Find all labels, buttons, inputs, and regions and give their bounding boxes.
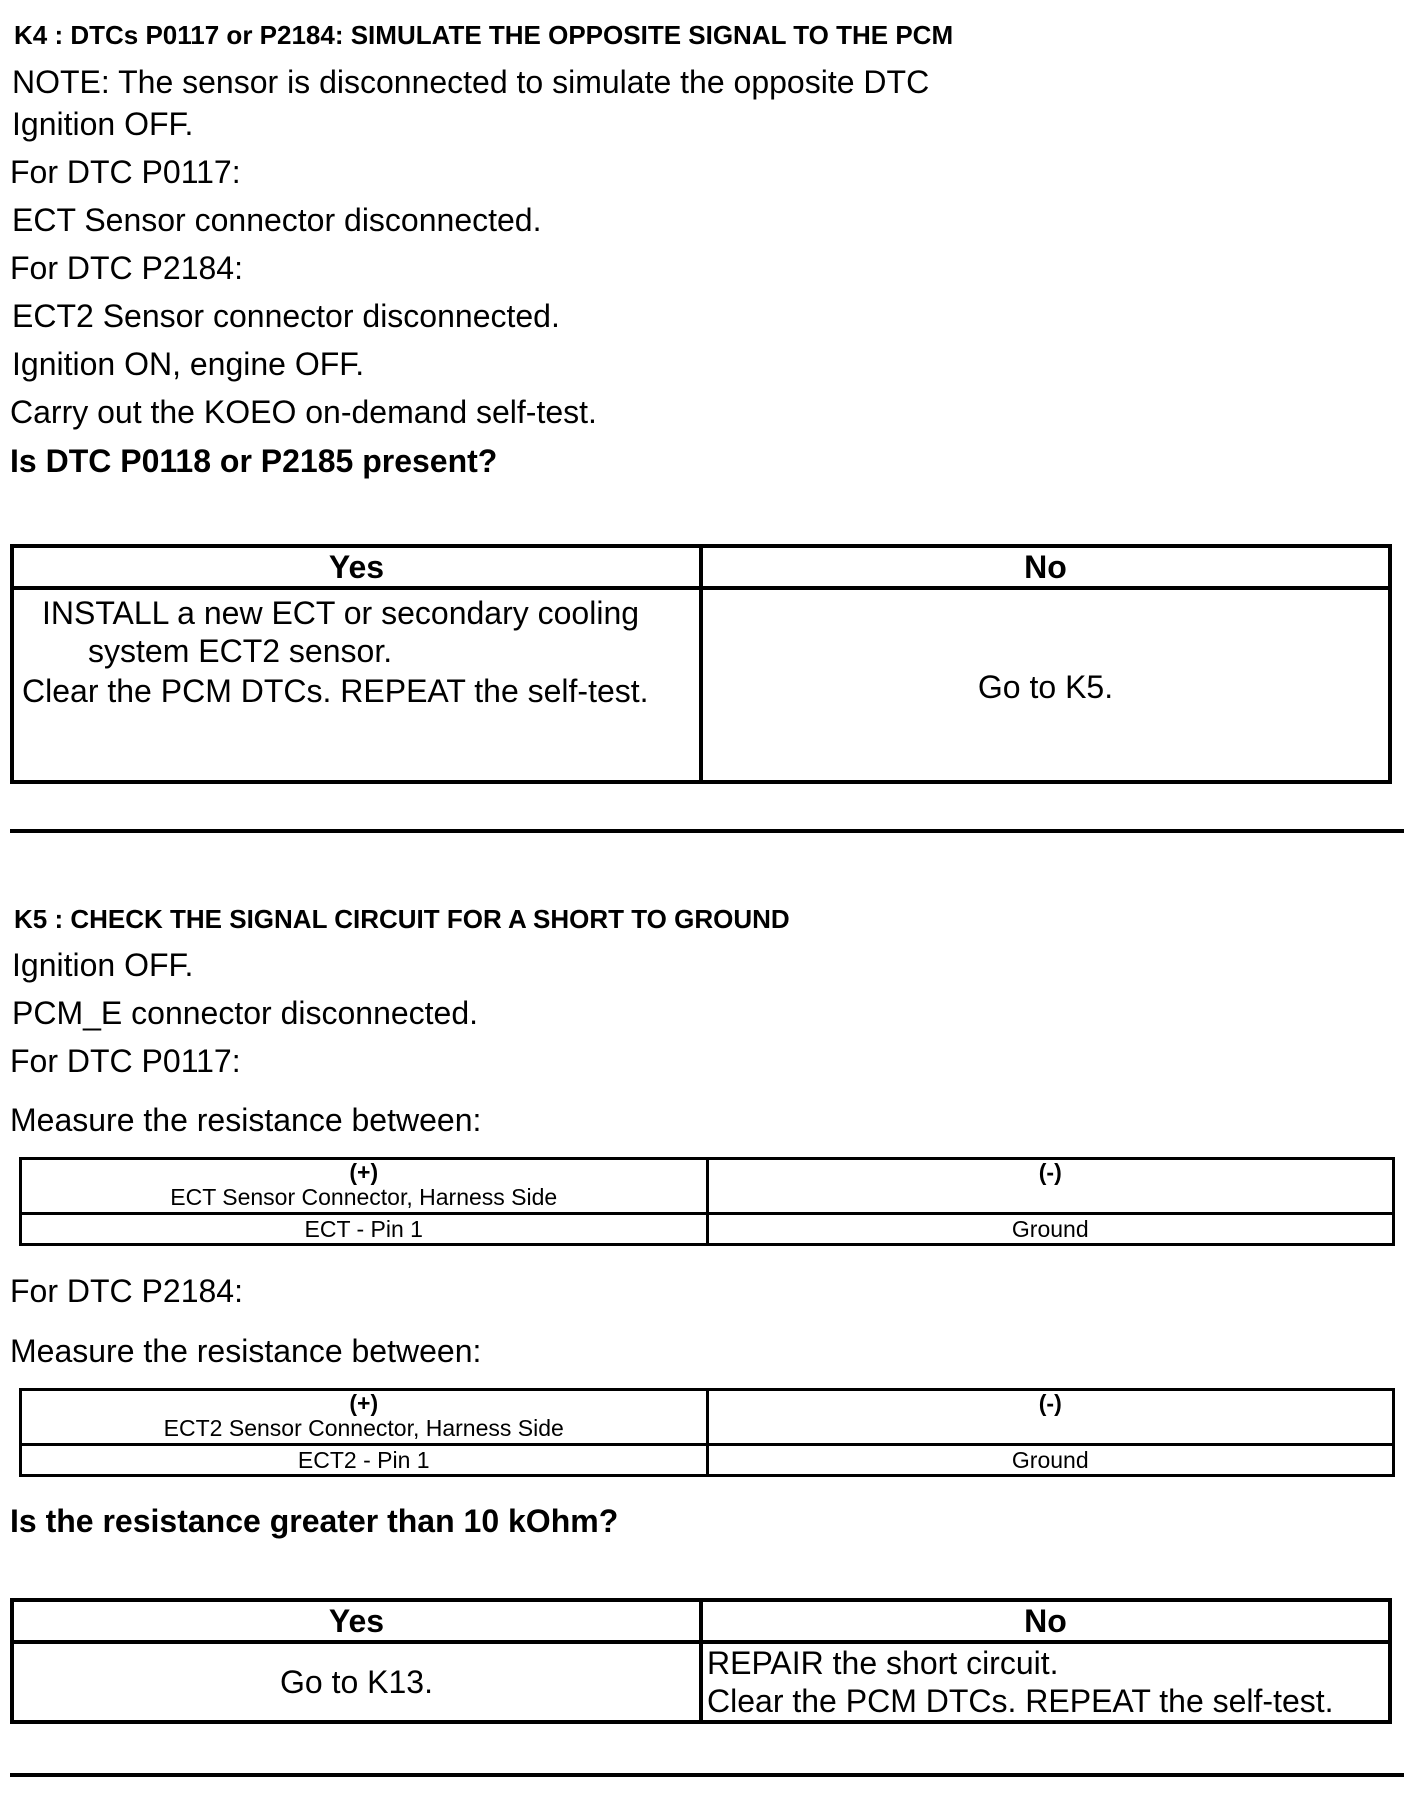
k5-dtc-p0117-label: For DTC P0117:: [10, 1043, 241, 1079]
k5-measure-label-2: Measure the resistance between:: [10, 1333, 482, 1369]
k5-measurement-table-ect: [19, 1157, 1395, 1246]
k4-dtc-p0117-label: For DTC P0117:: [10, 154, 241, 190]
meas2-plus-symbol: (+): [349, 1390, 379, 1416]
meas2-plus-value: ECT2 - Pin 1: [21, 1445, 708, 1476]
bottom-divider: [10, 1773, 1404, 1777]
k5-step-ignition-off: Ignition OFF.: [12, 947, 194, 983]
k5-step-pcm-disconnected: PCM_E connector disconnected.: [12, 995, 479, 1031]
k4-note: NOTE: The sensor is disconnected to simulate the opposite DTC: [12, 64, 930, 100]
k4-dtc-p2184-label: For DTC P2184:: [10, 250, 243, 286]
k4-step-ignition-on: Ignition ON, engine OFF.: [12, 346, 365, 382]
k5-heading: K5 : CHECK THE SIGNAL CIRCUIT FOR A SHORT TO GROUND: [14, 904, 790, 934]
k5-dtc-p2184-label: For DTC P2184:: [10, 1273, 243, 1309]
meas1-plus-value: ECT - Pin 1: [21, 1214, 708, 1245]
k4-yes-cell: [12, 588, 701, 782]
k5-measure-label-1: Measure the resistance between:: [10, 1102, 482, 1138]
meas1-minus-header: [707, 1159, 1394, 1214]
meas2-plus-header: [21, 1390, 708, 1445]
k4-no-cell: [701, 588, 1390, 782]
k4-step-ect-disconnected: ECT Sensor connector disconnected.: [12, 202, 542, 238]
k4-question: Is DTC P0118 or P2185 present?: [10, 443, 498, 479]
meas2-minus-value: Ground: [707, 1445, 1394, 1476]
meas1-minus-symbol: (-): [1038, 1159, 1062, 1185]
k5-answer-table: [10, 1598, 1392, 1724]
k5-question: Is the resistance greater than 10 kOhm?: [10, 1503, 619, 1539]
k4-step-self-test: Carry out the KOEO on-demand self-test.: [10, 394, 597, 430]
k5-no-header: No: [701, 1600, 1390, 1642]
section-divider: [10, 829, 1404, 833]
meas2-minus-symbol: (-): [1038, 1390, 1062, 1416]
meas2-minus-header: [707, 1390, 1394, 1445]
k4-heading: K4 : DTCs P0117 or P2184: SIMULATE THE OPPOSITE SIGNAL TO THE PCM: [14, 20, 954, 50]
k5-yes-header: Yes: [12, 1600, 701, 1642]
k4-answer-table: [10, 544, 1392, 784]
k5-no-cell: [701, 1642, 1390, 1722]
k4-yes-line-2: system ECT2 sensor.: [88, 633, 393, 669]
k5-yes-text: Go to K13.: [280, 1664, 433, 1700]
k4-yes-line-3: Clear the PCM DTCs. REPEAT the self-test.: [22, 673, 649, 709]
k5-no-line-1: REPAIR the short circuit.: [707, 1645, 1059, 1681]
k5-no-line-2: Clear the PCM DTCs. REPEAT the self-test.: [707, 1683, 1334, 1719]
meas1-plus-symbol: (+): [349, 1159, 379, 1185]
k4-yes-line-1: INSTALL a new ECT or secondary cooling: [42, 595, 640, 631]
k4-no-header: No: [701, 546, 1390, 588]
k4-yes-header: Yes: [12, 546, 701, 588]
meas2-plus-label: ECT2 Sensor Connector, Harness Side: [163, 1415, 564, 1441]
k4-step-ect2-disconnected: ECT2 Sensor connector disconnected.: [12, 298, 560, 334]
k5-yes-cell: [12, 1642, 701, 1722]
k4-step-ignition-off: Ignition OFF.: [12, 106, 194, 142]
k5-measurement-table-ect2: [19, 1388, 1395, 1477]
meas1-plus-label: ECT Sensor Connector, Harness Side: [170, 1184, 558, 1210]
meas1-minus-value: Ground: [707, 1214, 1394, 1245]
meas1-plus-header: [21, 1159, 708, 1214]
k4-no-text: Go to K5.: [977, 669, 1114, 705]
